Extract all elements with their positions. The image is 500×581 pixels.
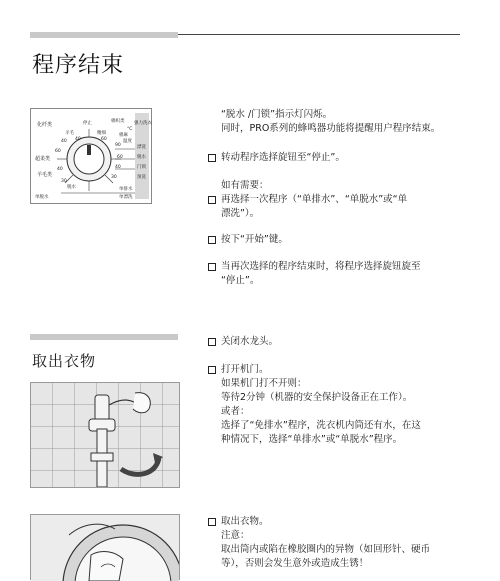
- dial-number-3: 60: [117, 155, 123, 160]
- section-title-program-end: 程序结束: [32, 53, 125, 78]
- panel-label-synthetics: 化纤类: [37, 122, 53, 128]
- section2-rule-gray: [30, 334, 178, 340]
- panel-label-cotton-mid: 棉麻: [119, 133, 128, 138]
- checkbox-icon: [208, 366, 216, 374]
- if-needed-label: 如有需要：: [221, 180, 269, 191]
- section-title-remove-laundry: 取出衣物: [32, 352, 97, 370]
- panel-right-item-3: 预洗: [137, 175, 146, 180]
- tap-illustration: [30, 382, 180, 488]
- step-return-to-stop-line-2: “停止”。: [221, 275, 260, 286]
- panel-label-rinse-only: 单漂洗: [119, 195, 133, 200]
- checkbox-icon: [208, 154, 216, 162]
- wait-two-minutes: 等待2分钟（机器的安全保护设备正在工作）。: [221, 392, 413, 403]
- panel-label-temperature: 温度: [123, 139, 132, 144]
- panel-label-cotton-top: 棉织类: [111, 119, 125, 124]
- no-drain-line-1: 选择了“免排水”程序，洗衣机内筒还有水，在这: [221, 420, 421, 431]
- note-line-1: 取出筒内或陷在橡胶圈内的异物（如回形针、硬币: [221, 544, 431, 555]
- intro-line-2: 同时，PRO系列的蜂鸣器功能将提醒用户程序结束。: [221, 123, 441, 134]
- header-rule-gray: [30, 32, 178, 38]
- panel-label-spin-top: 脱水: [67, 185, 76, 190]
- panel-label-celsius: °C: [127, 127, 133, 132]
- checkbox-icon: [208, 236, 216, 244]
- water-tap-diagram: [31, 383, 179, 487]
- step-open-door: 打开机门。: [221, 364, 269, 375]
- step-turn-dial-to-stop: 转动程序选择旋钮至“停止”。: [221, 152, 345, 163]
- step-return-to-stop-line-1: 当再次选择的程序结束时，将程序选择旋钮旋至: [221, 261, 421, 272]
- checkbox-icon: [208, 338, 216, 346]
- panel-label-ultra-soft: 超柔类: [35, 156, 51, 162]
- panel-right-item-1: 脱水: [137, 155, 146, 160]
- checkbox-icon: [208, 263, 216, 271]
- dial-number-2: 90: [115, 143, 121, 148]
- panel-label-drain-only: 单排水: [119, 187, 133, 192]
- step-remove-laundry: 取出衣物。: [221, 516, 269, 527]
- header-rule-dark: [178, 34, 460, 35]
- note-label: 注意：: [221, 530, 250, 541]
- dial-number-7: 60: [101, 137, 107, 142]
- checkbox-icon: [208, 518, 216, 526]
- dial-number-9: 30: [61, 179, 67, 184]
- dial-number-4: 40: [115, 165, 121, 170]
- intro-line-1: “脱水 /门锁”指示灯闪烁。: [221, 109, 333, 120]
- step-reselect-line-1: 再选择一次程序（“单排水”、“单脱水”或“单: [221, 194, 408, 205]
- no-drain-line-2: 种情况下，选择“单排水”或“单脱水”程序。: [221, 434, 403, 445]
- panel-label-woollens: 羊毛类: [37, 172, 53, 178]
- checkbox-icon: [208, 196, 216, 204]
- panel-label-spin-only: 单脱水: [35, 195, 49, 200]
- panel-right-item-2: 门锁: [137, 165, 146, 170]
- step-press-start: 按下“开始”键。: [221, 234, 288, 245]
- note-line-2: 等），否则会发生意外或造成生锈！: [221, 558, 369, 569]
- panel-label-wool-top: 羊毛: [65, 131, 74, 136]
- dial-number-5: 30: [111, 175, 117, 180]
- dial-number-0: 40: [61, 139, 67, 144]
- dial-number-8: 40: [75, 137, 81, 142]
- washer-drum-diagram: [31, 515, 179, 581]
- dial-number-6: 40: [57, 167, 63, 172]
- panel-label-stop: 停止: [83, 121, 92, 126]
- control-panel-illustration: [30, 108, 152, 204]
- drum-illustration: [30, 514, 180, 580]
- step-reselect-line-2: 漂洗”）。: [221, 208, 260, 219]
- step-close-tap: 关闭水龙头。: [221, 336, 279, 347]
- door-not-open-label: 如果机门打不开则：: [221, 378, 307, 389]
- or-label: 或者：: [221, 406, 250, 417]
- panel-label-intensive: 强力洗衣: [134, 121, 152, 126]
- dial-number-1: 60: [55, 149, 61, 154]
- panel-label-delicate: 精细: [97, 131, 106, 136]
- panel-right-item-0: 漂洗: [137, 145, 146, 150]
